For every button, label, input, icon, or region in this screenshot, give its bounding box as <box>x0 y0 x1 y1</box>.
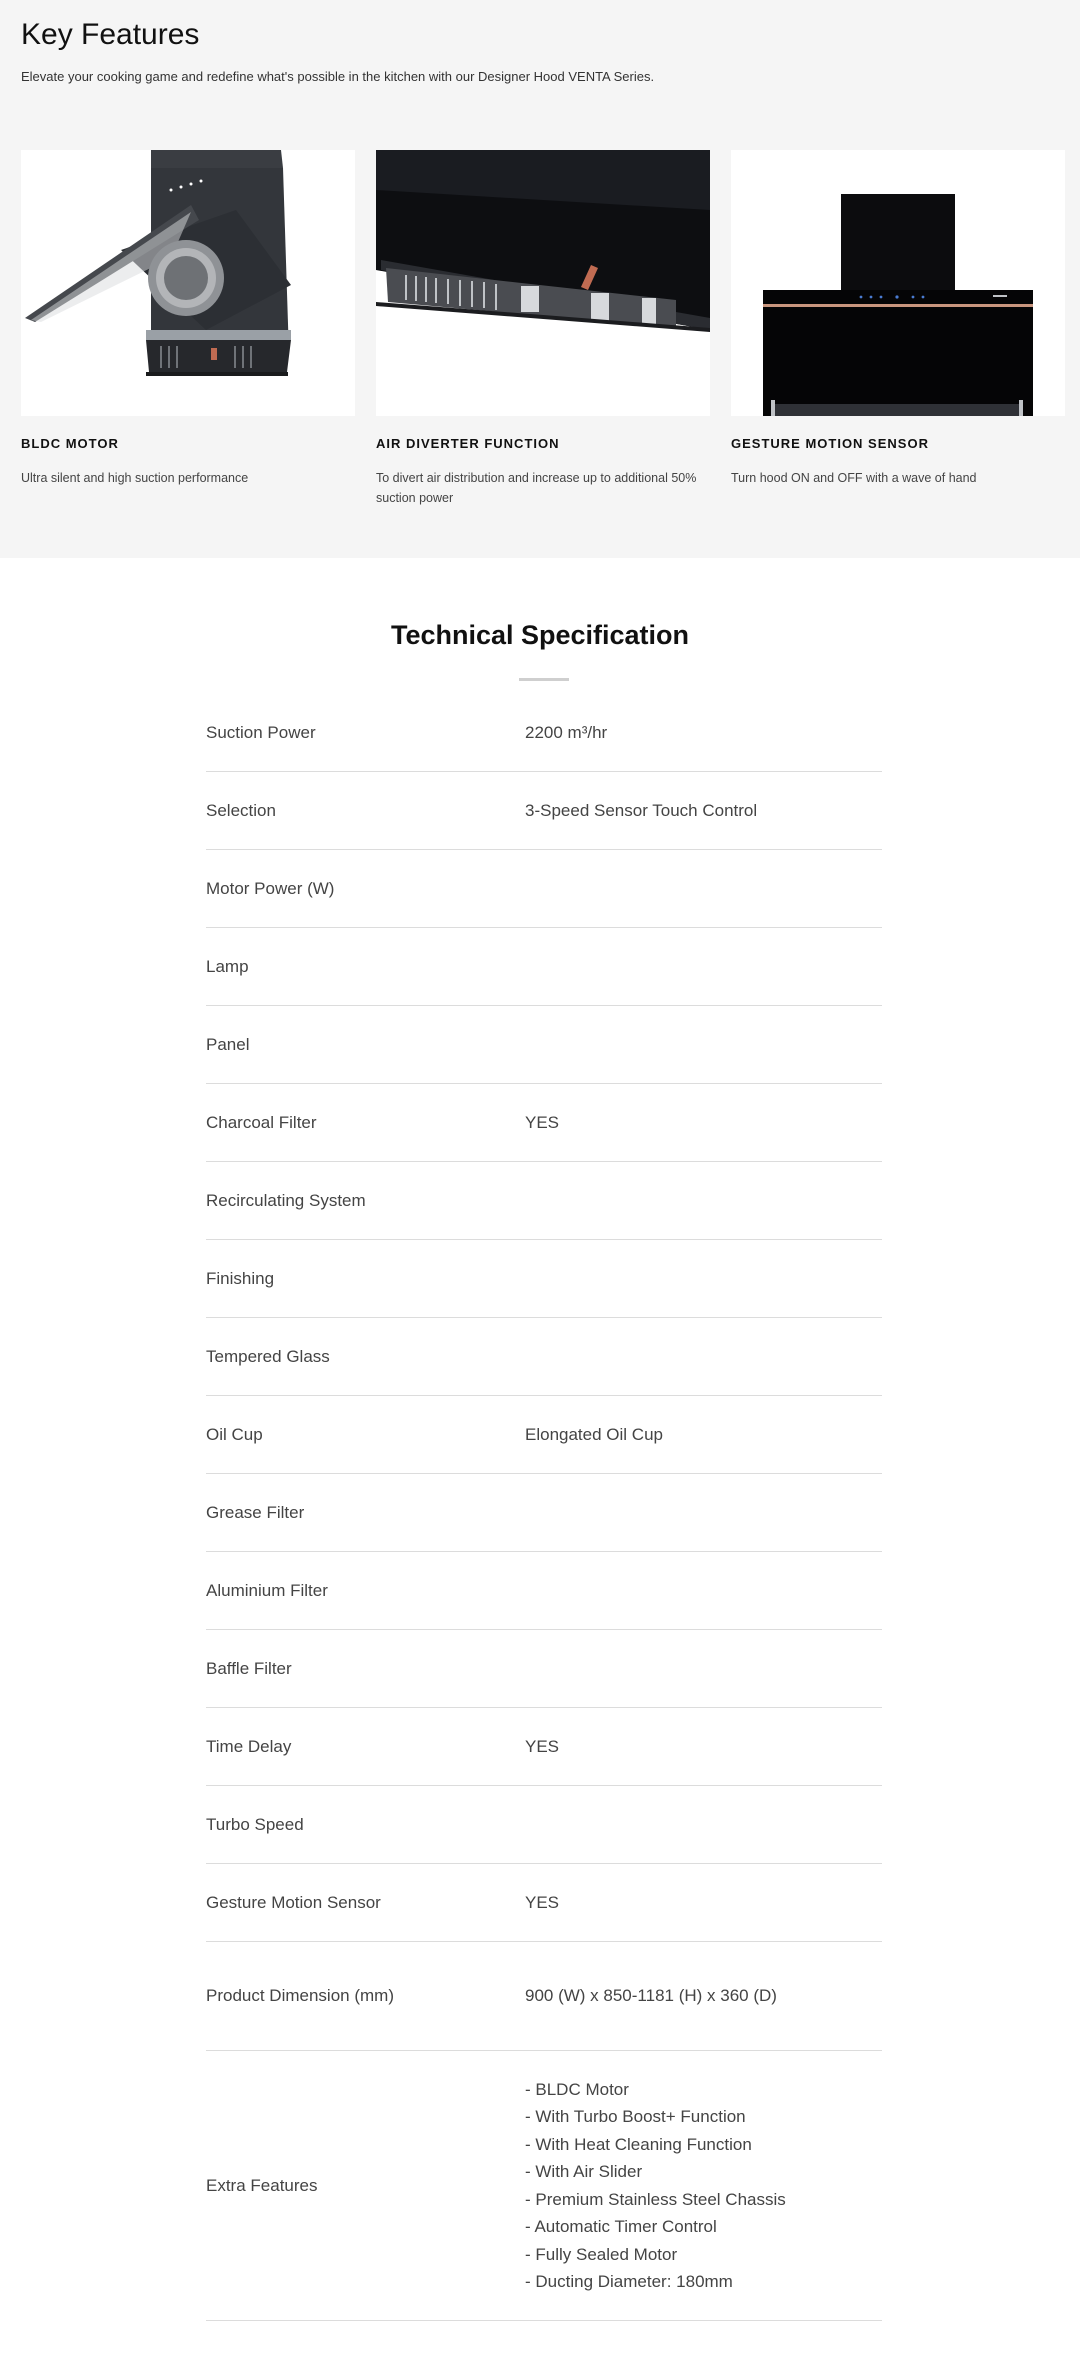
spec-row <box>206 1084 882 1162</box>
spec-label: Panel <box>206 1034 250 1054</box>
spec-row <box>206 1396 882 1474</box>
key-features-subtitle: Elevate your cooking game and redefine what's possible in the kitchen with our Designer Hood VENTA Series. <box>21 69 655 84</box>
feature-card-title: AIR DIVERTER FUNCTION <box>376 436 560 451</box>
spec-value: YES <box>525 1736 560 1756</box>
key-features-section <box>0 0 1080 558</box>
key-features-title: Key Features <box>21 18 200 51</box>
spec-row <box>206 1708 882 1786</box>
spec-row <box>206 1552 882 1630</box>
spec-label: Finishing <box>206 1268 275 1288</box>
feature-card-gesture-sensor <box>731 150 1065 488</box>
spec-label: Turbo Speed <box>206 1814 304 1834</box>
spec-label: Charcoal Filter <box>206 1112 317 1132</box>
spec-label: Extra Features <box>206 2175 318 2195</box>
spec-label: Oil Cup <box>206 1424 263 1444</box>
spec-row <box>206 1786 882 1864</box>
feature-card-desc: To divert air distribution and increase up to additional 50% suction power <box>376 471 697 505</box>
spec-row <box>206 850 882 928</box>
technical-specification-section <box>0 558 1080 2360</box>
feature-card-air-diverter <box>376 150 710 508</box>
spec-row <box>206 1006 882 1084</box>
spec-row <box>206 1240 882 1318</box>
spec-label: Time Delay <box>206 1736 292 1756</box>
spec-label: Grease Filter <box>206 1502 305 1522</box>
title-underline <box>519 678 569 681</box>
range-hood-open-panel-image <box>21 150 355 416</box>
spec-label: Motor Power (W) <box>206 878 335 898</box>
spec-value: 900 (W) x 850-1181 (H) x 360 (D) <box>525 1986 777 2006</box>
spec-row <box>206 1474 882 1552</box>
spec-row <box>206 1630 882 1708</box>
spec-label: Lamp <box>206 956 249 976</box>
spec-value: 2200 m³/hr <box>525 722 608 742</box>
spec-label: Gesture Motion Sensor <box>206 1892 381 1912</box>
spec-row <box>206 928 882 1006</box>
spec-row <box>206 1162 882 1240</box>
spec-row <box>206 772 882 850</box>
feature-card-desc: Turn hood ON and OFF with a wave of hand <box>731 471 977 485</box>
spec-row <box>206 1942 882 2051</box>
feature-card-title: BLDC MOTOR <box>21 436 119 451</box>
spec-value: YES <box>525 1112 560 1132</box>
spec-table <box>206 694 882 2321</box>
spec-value-list: - BLDC Motor - With Turbo Boost+ Function - With Heat Cleaning Function - With Air Slider - Premium Stainless Steel Chassis - Automatic Timer Control - Fully Sealed Motor - Ducting Diameter: 180mm <box>525 2079 786 2291</box>
spec-label: Product Dimension (mm) <box>206 1986 394 2005</box>
feature-card-title: GESTURE MOTION SENSOR <box>731 436 929 451</box>
range-hood-underside-image <box>376 150 710 416</box>
spec-label: Recirculating System <box>206 1190 366 1210</box>
spec-label: Selection <box>206 800 276 820</box>
spec-row <box>206 2051 882 2321</box>
spec-value: YES <box>525 1892 560 1912</box>
spec-label: Suction Power <box>206 722 316 742</box>
feature-card-bldc-motor <box>21 150 355 488</box>
spec-label: Tempered Glass <box>206 1346 330 1366</box>
spec-value: 3-Speed Sensor Touch Control <box>525 800 758 820</box>
spec-row <box>206 694 882 772</box>
feature-card-desc: Ultra silent and high suction performance <box>21 471 249 485</box>
spec-row <box>206 1318 882 1396</box>
range-hood-front-image <box>731 150 1065 416</box>
spec-label: Aluminium Filter <box>206 1580 328 1600</box>
spec-value: Elongated Oil Cup <box>525 1424 663 1444</box>
spec-label: Baffle Filter <box>206 1658 292 1678</box>
tech-spec-title: Technical Specification <box>390 620 690 650</box>
spec-row <box>206 1864 882 1942</box>
